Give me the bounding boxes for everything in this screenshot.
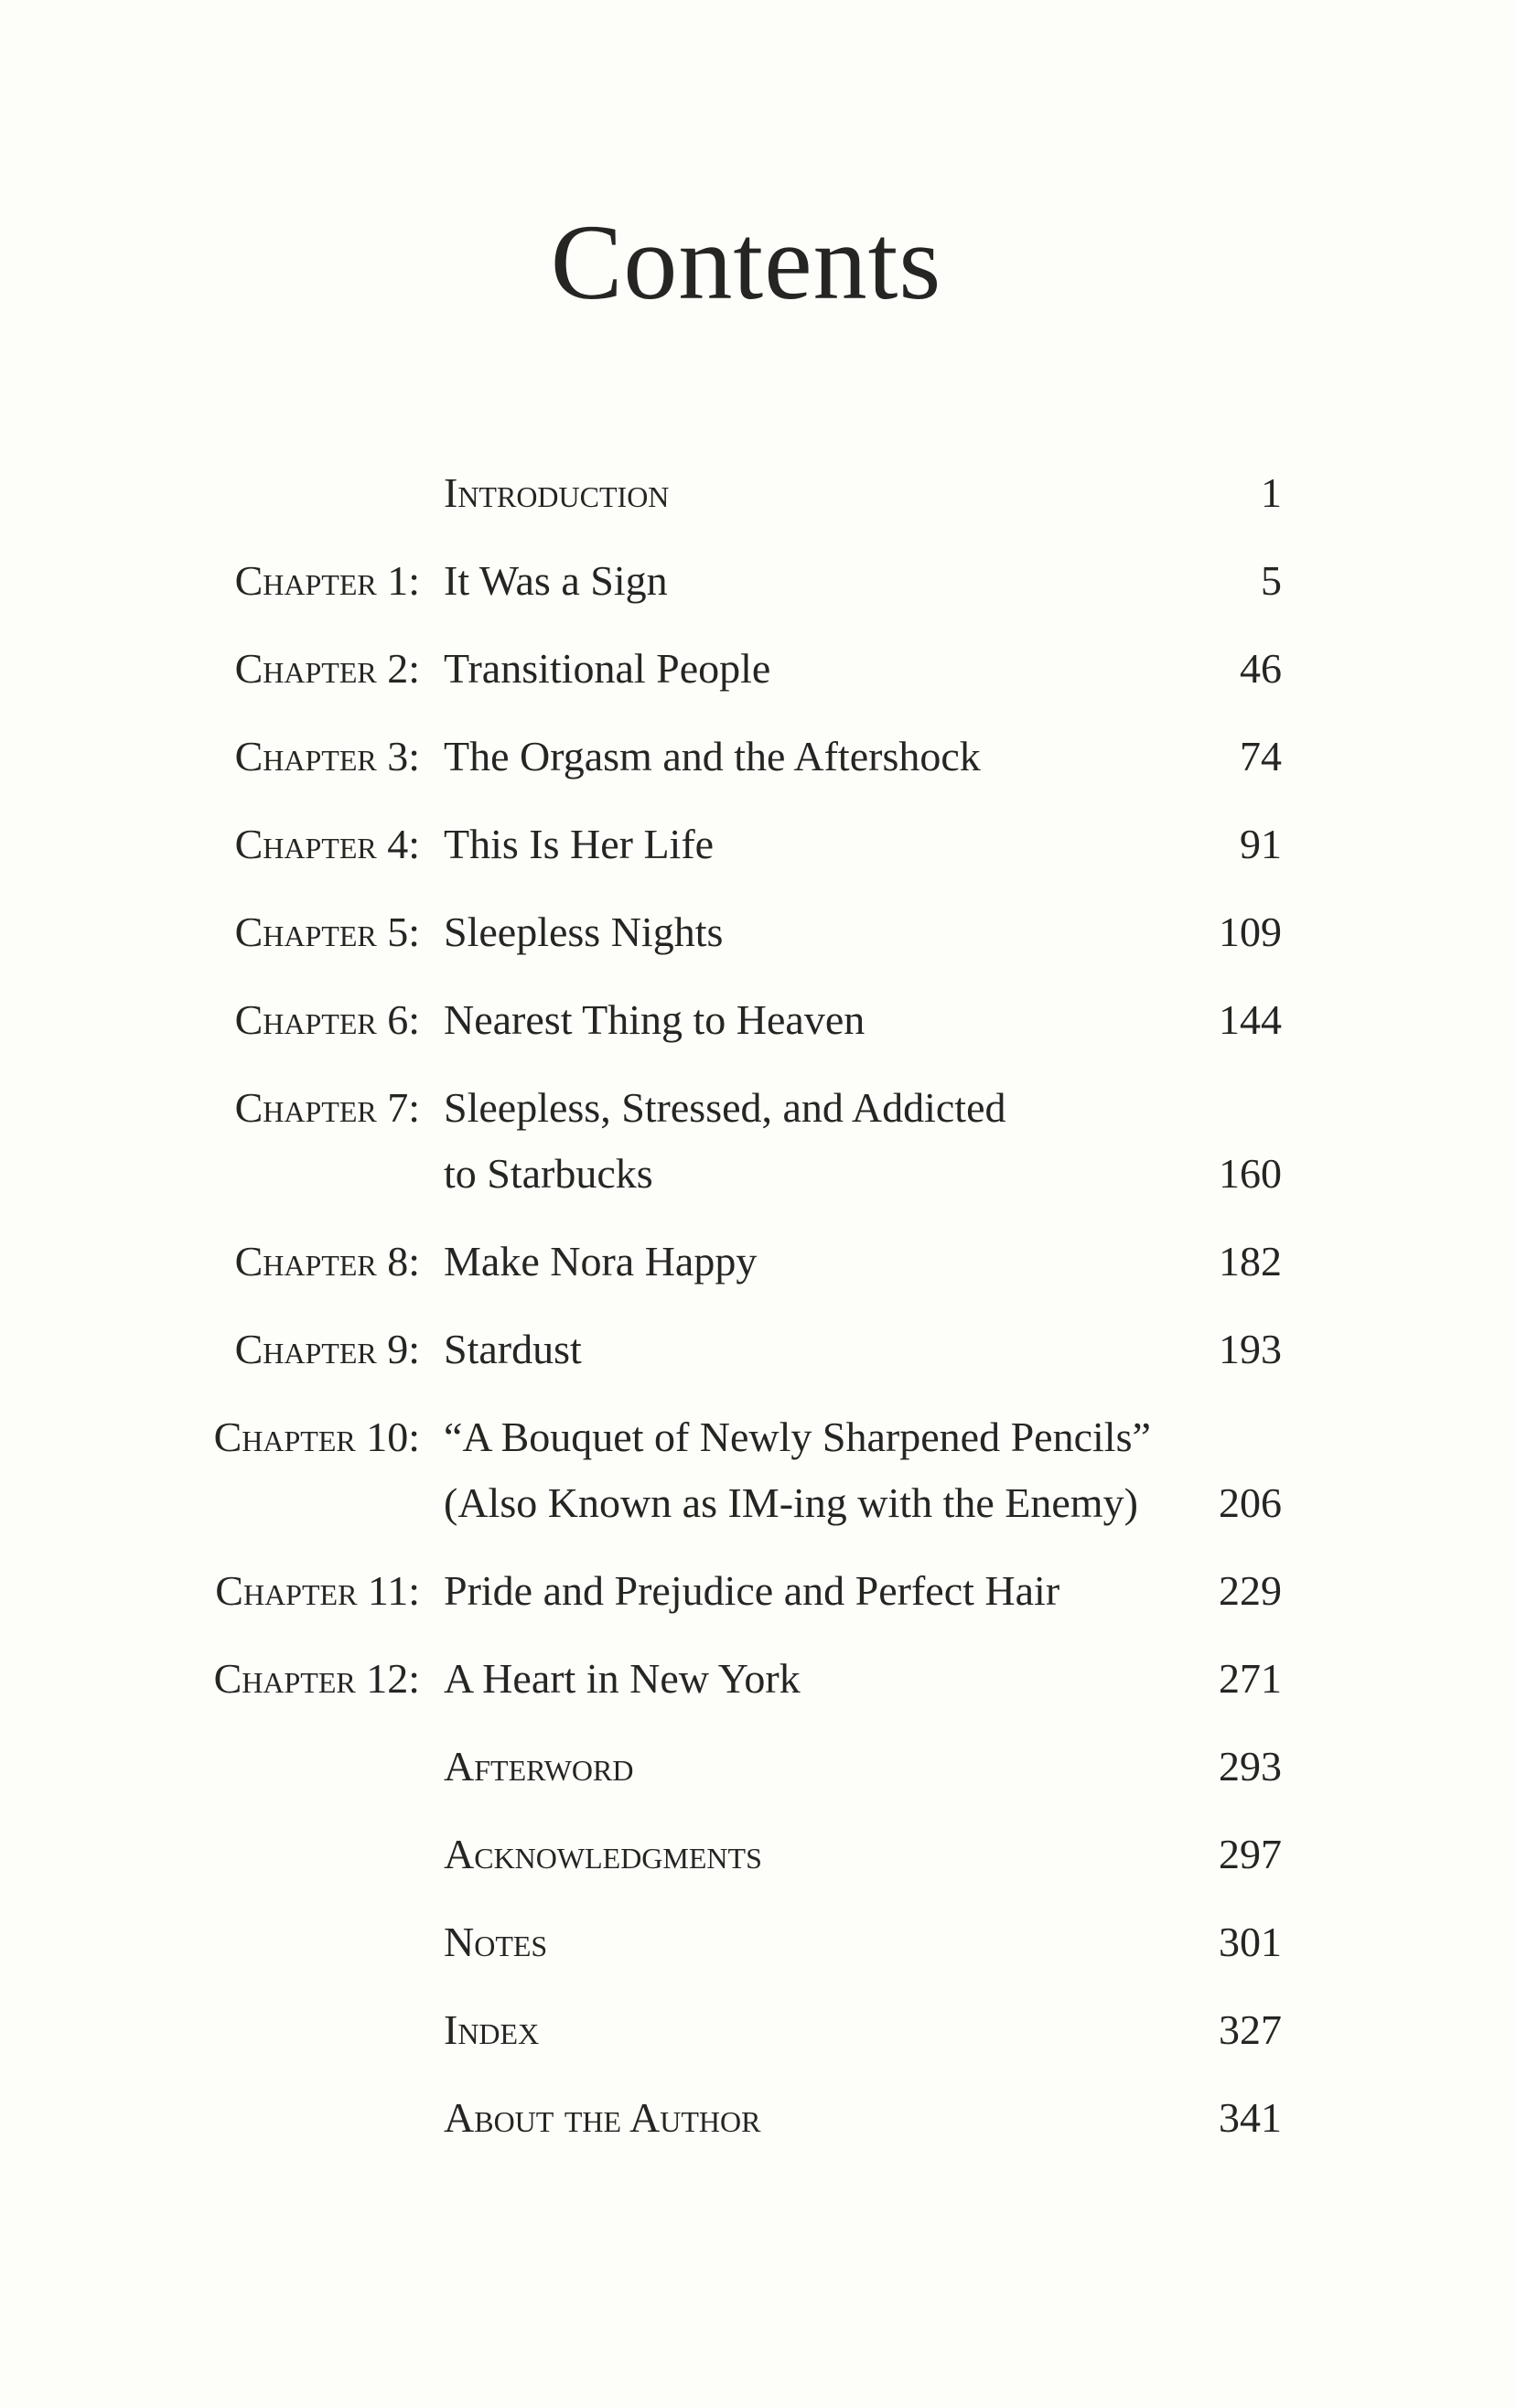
toc-entry-label: Chapter 10: bbox=[213, 1414, 420, 1460]
toc-entry-title: Introduction bbox=[444, 469, 670, 516]
toc-entry-chapter-11 bbox=[0, 1558, 1516, 1624]
table-of-contents bbox=[0, 460, 1516, 2173]
toc-entry-chapter-1 bbox=[0, 548, 1516, 614]
toc-entry-chapter-7 bbox=[0, 1075, 1516, 1207]
toc-entry-label: Chapter 3: bbox=[234, 733, 420, 779]
toc-entry-page: 74 bbox=[1240, 733, 1282, 779]
toc-entry-title: “A Bouquet of Newly Sharpened Pencils” bbox=[444, 1414, 1151, 1460]
toc-entry-title: This Is Her Life bbox=[444, 821, 715, 867]
toc-entry-title: Acknowledgments bbox=[444, 1831, 762, 1877]
toc-entry-page: 109 bbox=[1219, 908, 1282, 955]
toc-entry-page: 144 bbox=[1219, 996, 1282, 1043]
toc-entry-title: Sleepless, Stressed, and Addicted bbox=[444, 1084, 1006, 1131]
toc-entry-page: 206 bbox=[1219, 1479, 1282, 1526]
toc-entry-index bbox=[0, 1997, 1516, 2063]
toc-entry-page: 182 bbox=[1219, 1238, 1282, 1285]
toc-entry-label: Chapter 7: bbox=[234, 1084, 420, 1131]
toc-entry-page: 1 bbox=[1261, 469, 1282, 516]
toc-entry-title: Afterword bbox=[444, 1743, 634, 1790]
toc-entry-title: About the Author bbox=[444, 2094, 761, 2141]
toc-entry-label: Chapter 8: bbox=[234, 1238, 420, 1285]
toc-entry-label: Chapter 1: bbox=[234, 557, 420, 604]
toc-entry-label: Chapter 12: bbox=[213, 1655, 420, 1702]
toc-entry-page: 327 bbox=[1219, 2006, 1282, 2053]
toc-entry-chapter-4 bbox=[0, 812, 1516, 877]
toc-entry-page: 293 bbox=[1219, 1743, 1282, 1790]
toc-entry-title: Nearest Thing to Heaven bbox=[444, 996, 866, 1043]
toc-entry-page: 271 bbox=[1219, 1655, 1282, 1702]
toc-entry-label: Chapter 4: bbox=[234, 821, 420, 867]
toc-entry-chapter-9 bbox=[0, 1317, 1516, 1382]
toc-entry-page: 91 bbox=[1240, 821, 1282, 867]
toc-entry-chapter-5 bbox=[0, 899, 1516, 965]
toc-entry-label: Chapter 2: bbox=[234, 645, 420, 692]
toc-entry-chapter-8 bbox=[0, 1229, 1516, 1295]
toc-entry-afterword bbox=[0, 1734, 1516, 1800]
toc-entry-title: A Heart in New York bbox=[444, 1655, 801, 1702]
toc-entry-acknowledgments bbox=[0, 1822, 1516, 1887]
toc-entry-title: Make Nora Happy bbox=[444, 1238, 758, 1285]
toc-entry-chapter-3 bbox=[0, 724, 1516, 790]
toc-entry-page: 193 bbox=[1219, 1326, 1282, 1372]
toc-entry-title: Transitional People bbox=[444, 645, 771, 692]
toc-entry-title: Index bbox=[444, 2006, 540, 2053]
toc-entry-title: Notes bbox=[444, 1919, 548, 1965]
toc-entry-title: It Was a Sign bbox=[444, 557, 668, 604]
toc-entry-chapter-2 bbox=[0, 636, 1516, 702]
toc-entry-page: 301 bbox=[1219, 1919, 1282, 1965]
toc-entry-label: Chapter 11: bbox=[215, 1567, 420, 1614]
toc-entry-label: Chapter 6: bbox=[234, 996, 420, 1043]
toc-entry-about-the-author bbox=[0, 2085, 1516, 2151]
toc-entry-label: Chapter 9: bbox=[234, 1326, 420, 1372]
toc-entry-title: Pride and Prejudice and Perfect Hair bbox=[444, 1567, 1060, 1614]
toc-entry-page: 297 bbox=[1219, 1831, 1282, 1877]
toc-entry-introduction bbox=[0, 460, 1516, 526]
toc-entry-label: Chapter 5: bbox=[234, 908, 420, 955]
toc-entry-chapter-10 bbox=[0, 1404, 1516, 1536]
toc-entry-chapter-6 bbox=[0, 987, 1516, 1053]
toc-entry-page: 341 bbox=[1219, 2094, 1282, 2141]
toc-entry-page: 46 bbox=[1240, 645, 1282, 692]
toc-entry-title: Stardust bbox=[444, 1326, 582, 1372]
toc-entry-title-continued: (Also Known as IM-ing with the Enemy) bbox=[444, 1479, 1138, 1526]
toc-entry-title: The Orgasm and the Aftershock bbox=[444, 733, 981, 779]
page-title: Contents bbox=[550, 202, 942, 322]
toc-entry-title: Sleepless Nights bbox=[444, 908, 724, 955]
toc-entry-title-continued: to Starbucks bbox=[444, 1150, 653, 1197]
toc-entry-page: 229 bbox=[1219, 1567, 1282, 1614]
toc-entry-notes bbox=[0, 1909, 1516, 1975]
toc-entry-chapter-12 bbox=[0, 1646, 1516, 1712]
toc-entry-page: 5 bbox=[1261, 557, 1282, 604]
toc-entry-page: 160 bbox=[1219, 1150, 1282, 1197]
